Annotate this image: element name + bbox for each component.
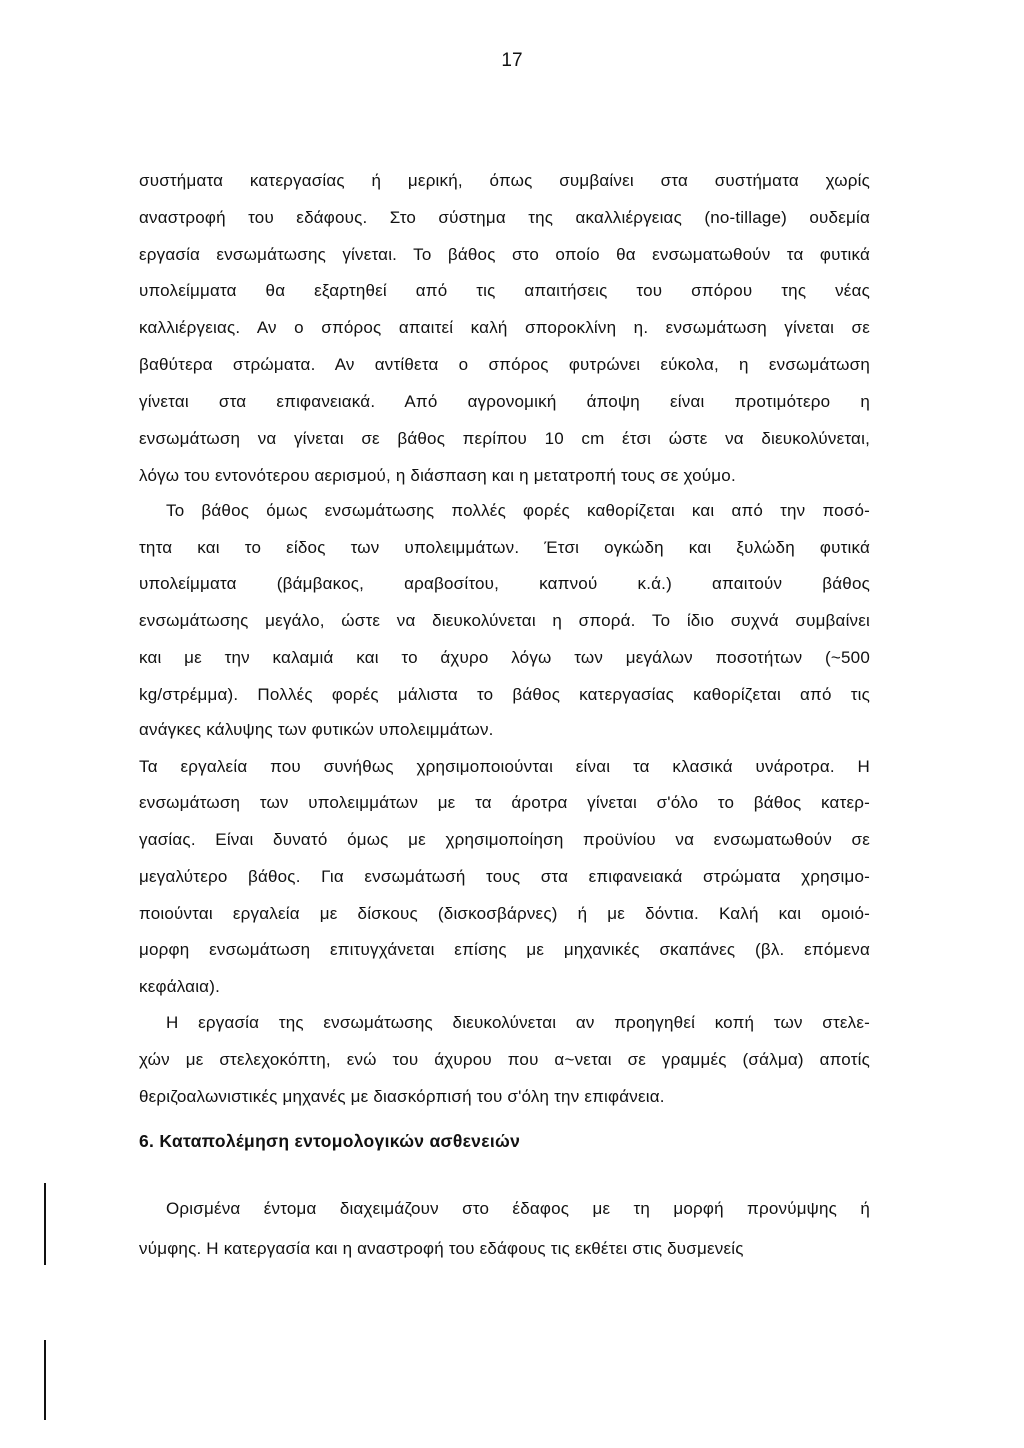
text-line: μεγαλύτερο βάθος. Για ενσωμάτωσή τους στα επιφανειακά στρώματα χρησιμο- [139,867,870,886]
text-line: γίνεται στα επιφανειακά. Από αγρονομική άποψη είναι προτιμότερο η [139,392,870,411]
text-line: ενσωμάτωση να γίνεται σε βάθος περίπου 10 cm έτσι ώστε να διευκολύνεται, [139,429,870,448]
text-line: αναστροφή του εδάφους. Στο σύστημα της ακαλλιέργειας (no-tillage) ουδεμία [139,208,870,227]
margin-bar [44,1183,46,1265]
text-line: Τα εργαλεία που συνήθως χρησιμοποιούνται είναι τα κλασικά υνάροτρα. Η [139,757,870,776]
text-line: υπολείμματα (βάμβακος, αραβοσίτου, καπνού κ.ά.) απαιτούν βάθος [139,574,870,593]
text-line: μορφη ενσωμάτωση επιτυγχάνεται επίσης με μηχανικές σκαπάνες (βλ. επόμενα [139,940,870,959]
text-line: και με την καλαμιά και το άχυρο λόγω των μεγάλων ποσοτήτων (~500 [139,648,870,667]
text-line: kg/στρέμμα). Πολλές φορές μάλιστα το βάθος κατεργασίας καθορίζεται από τις [139,685,870,704]
text-line: τητα και το είδος των υπολειμμάτων. Έτσι ογκώδη και ξυλώδη φυτικά [139,538,870,557]
section-line: Ορισμένα έντομα διαχειμάζουν στο έδαφος με τη μορφή προνύμψης ή [166,1199,870,1218]
text-line: ενσωμάτωση των υπολειμμάτων με τα άροτρα γίνεται σ'όλο το βάθος κατερ- [139,793,870,812]
text-line: ενσωμάτωσης μεγάλο, ώστε να διευκολύνεται η σπορά. Το ίδιο συχνά συμβαίνει [139,611,870,630]
text-line: υπολείμματα θα εξαρτηθεί από τις απαιτήσεις του σπόρου της νέας [139,281,870,300]
text-line: Η εργασία της ενσωμάτωσης διευκολύνεται αν προηγηθεί κοπή των στελε- [166,1013,870,1032]
text-line: καλλιέργειας. Αν ο σπόρος απαιτεί καλή σποροκλίνη η. ενσωμάτωση γίνεται σε [139,318,870,337]
text-line: κεφάλαια). [139,977,220,996]
text-line: ποιούνται εργαλεία με δίσκους (δισκοσβάρνες) ή με δόντια. Καλή και ομοιό- [139,904,870,923]
text-line: χών με στελεχοκόπτη, ενώ του άχυρου που α~νεται σε γραμμές (σάλμα) αποτίς [139,1050,870,1069]
page-number: 17 [501,50,523,71]
section-line: νύμφης. Η κατεργασία και η αναστροφή του εδάφους τις εκθέτει στις δυσμενείς [139,1239,744,1258]
text-line: λόγω του εντονότερου αερισμού, η διάσπαση και η μετατροπή τους σε χούμο. [139,466,736,485]
text-line: ανάγκες κάλυψης των φυτικών υπολειμμάτων. [139,720,494,739]
section-heading: 6. Καταπολέμηση εντομολογικών ασθενειών [139,1131,521,1151]
text-line: θεριζοαλωνιστικές μηχανές με διασκόρπισή του σ'όλη την επιφάνεια. [139,1087,665,1106]
text-line: γασίας. Είναι δυνατό όμως με χρησιμοποίηση προϋνίου να ενσωματωθούν σε [139,830,870,849]
text-line: Το βάθος όμως ενσωμάτωσης πολλές φορές καθορίζεται και από την ποσό- [166,501,870,520]
text-line: βαθύτερα στρώματα. Αν αντίθετα ο σπόρος φυτρώνει εύκολα, η ενσωμάτωση [139,355,870,374]
text-line: εργασία ενσωμάτωσης γίνεται. Το βάθος στο οποίο θα ενσωματωθούν τα φυτικά [139,245,870,264]
text-line: συστήματα κατεργασίας ή μερική, όπως συμβαίνει στα συστήματα χωρίς [139,171,870,190]
margin-bar [44,1340,46,1420]
